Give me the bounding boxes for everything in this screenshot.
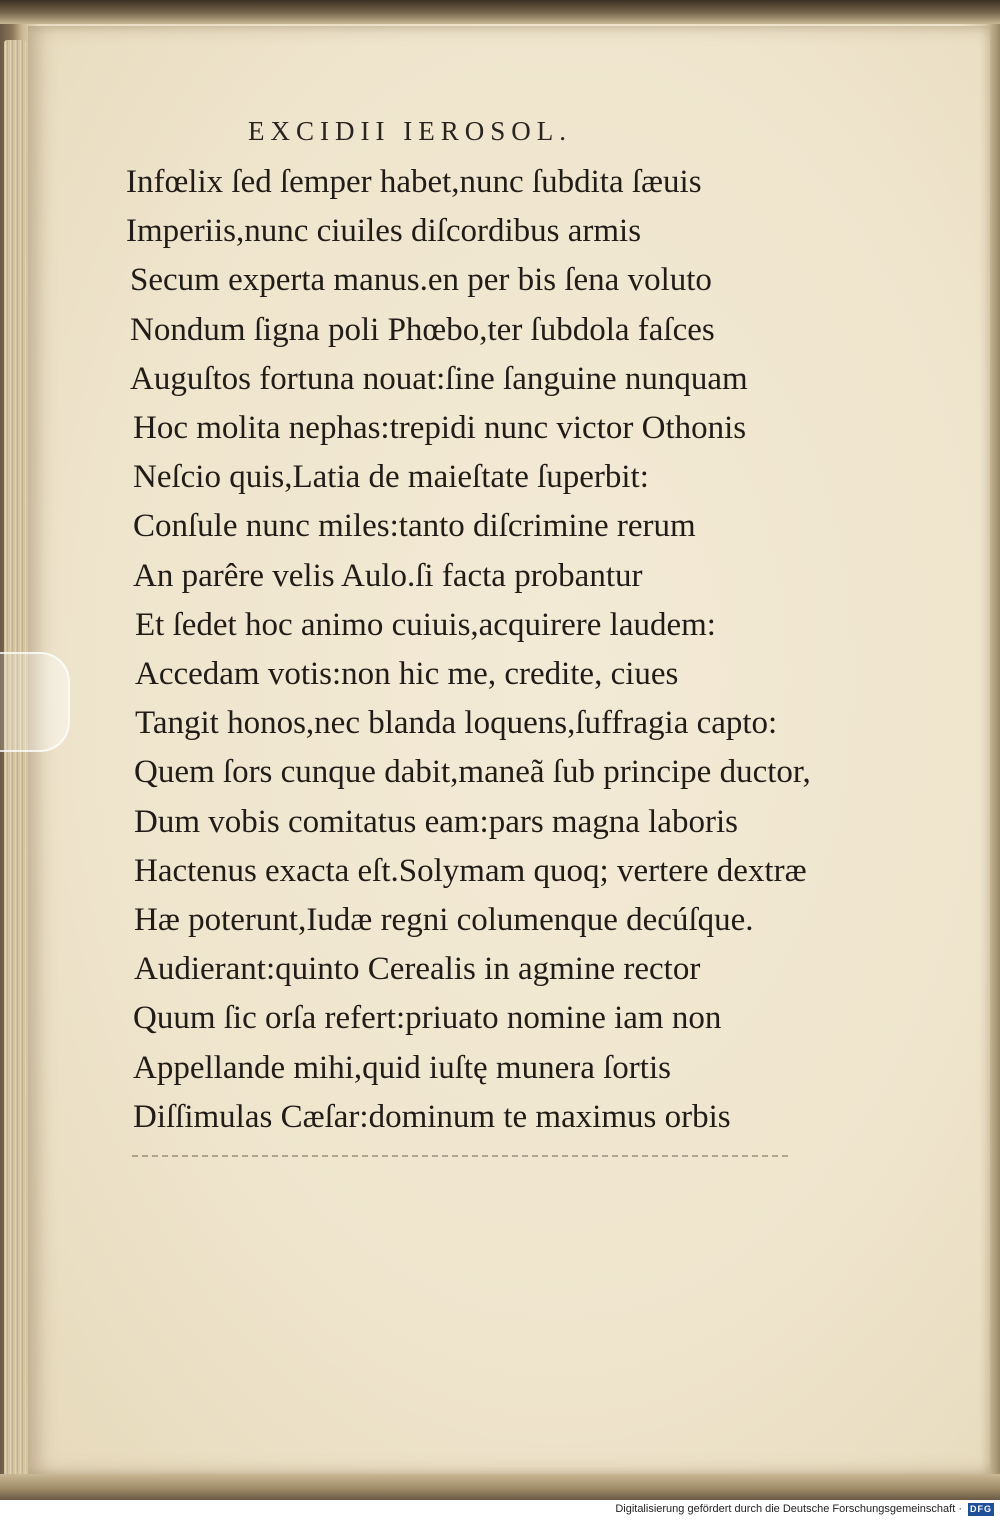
verse-line: An parêre velis Aulo.ſi facta probantur bbox=[133, 557, 643, 594]
funding-note: Digitalisierung gefördert durch die Deutsche Forschungsgemeinschaft · bbox=[615, 1503, 962, 1515]
book-top-edge bbox=[0, 0, 1000, 24]
page-edges bbox=[4, 40, 26, 1480]
page-clip bbox=[0, 652, 70, 752]
book-bottom-edge bbox=[0, 1474, 1000, 1500]
verse-line: Tangit honos,nec blanda loquens,ſuffragia capto: bbox=[135, 705, 778, 742]
verse-line: Et ſedet hoc animo cuiuis,acquirere laudem: bbox=[135, 606, 716, 643]
verse-line: Accedam votis:non hic me, credite, ciues bbox=[135, 656, 679, 693]
verse-line: Appellande mihi,quid iuſtę munera ſortis bbox=[133, 1049, 671, 1086]
text-end-rule bbox=[132, 1155, 788, 1157]
verse-line: Infœlix ſed ſemper habet,nunc ſubdita ſæuis bbox=[126, 164, 702, 200]
verse-line: Audierant:quinto Cerealis in agmine rector bbox=[134, 951, 701, 988]
verse-line: Quem ſors cunque dabit,maneã ſub principe ductor, bbox=[134, 754, 811, 791]
verse-line: Nondum ſigna poli Phœbo,ter ſubdola faſces bbox=[130, 311, 715, 348]
digitization-footer bbox=[0, 1500, 1000, 1520]
verse-line: Diſſimulas Cæſar:dominum te maximus orbis bbox=[133, 1098, 731, 1135]
dfg-logo: DFG bbox=[970, 1504, 992, 1514]
running-head: EXCIDII IEROSOL. bbox=[248, 116, 572, 146]
verse-line: Secum experta manus.en per bis ſena voluto bbox=[130, 262, 712, 299]
verse-text bbox=[126, 158, 811, 1142]
verse-line: Conſule nunc miles:tanto diſcrimine rerum bbox=[133, 508, 696, 545]
verse-line: Hactenus exacta eſt.Solymam quoq; vertere dextræ bbox=[134, 852, 807, 889]
verse-line: Dum vobis comitatus eam:pars magna laboris bbox=[134, 803, 738, 840]
verse-line: Quum ſic orſa refert:priuato nomine iam non bbox=[133, 1000, 722, 1037]
verse-line: Imperiis,nunc ciuiles diſcordibus armis bbox=[126, 213, 642, 250]
verse-line: Hoc molita nephas:trepidi nunc victor Othonis bbox=[133, 410, 747, 447]
verse-line: Hæ poterunt,Iudæ regni columenque decúſque. bbox=[134, 902, 754, 939]
verse-line: Auguſtos fortuna nouat:ſine ſanguine nunquam bbox=[130, 360, 748, 397]
verse-line: Neſcio quis,Latia de maieſtate ſuperbit: bbox=[133, 459, 649, 496]
